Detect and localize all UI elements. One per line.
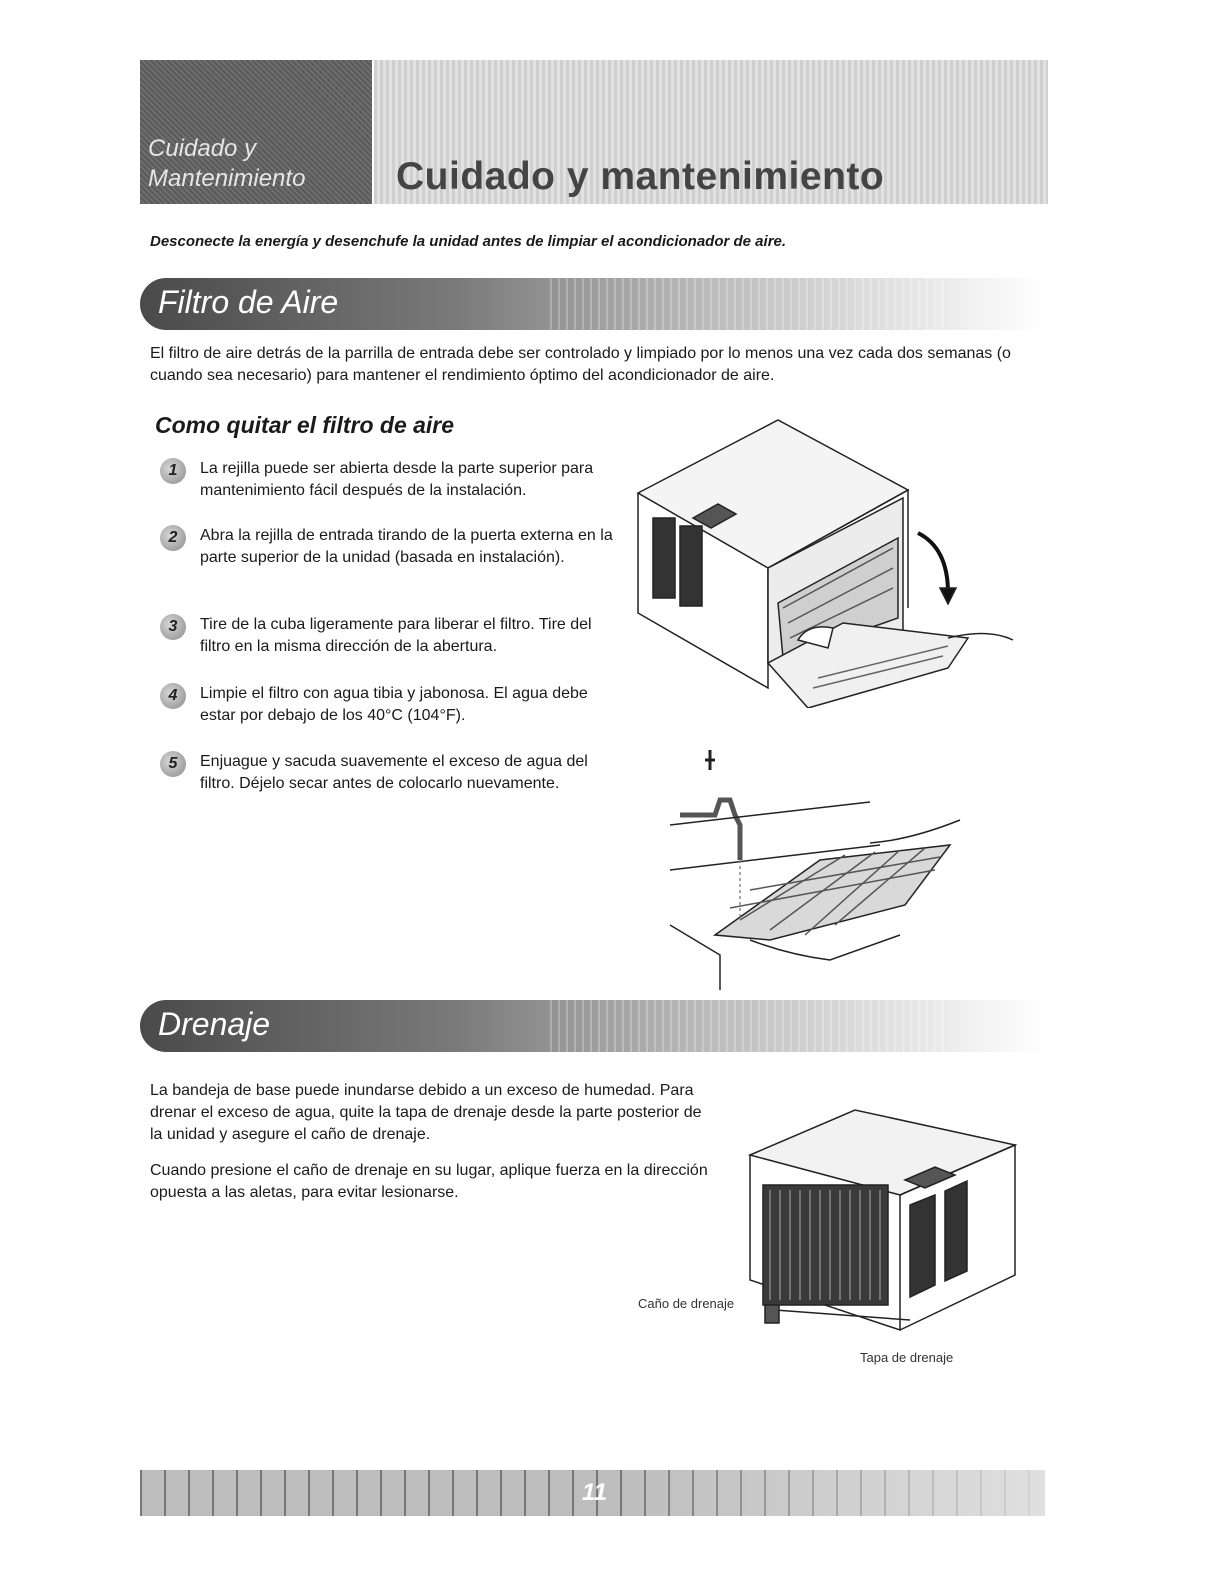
filter-intro: El filtro de aire detrás de la parrilla de entrada debe ser controlado y limpiado por lo menos una vez cada dos semanas (o cuando sea necesario) para mantener el rendimiento óptimo del acondicionador de aire. [150, 345, 1011, 384]
step-number-badge: 5 [160, 751, 186, 777]
drain-paragraph-2: Cuando presione el caño de drenaje en su lugar, aplique fuerza en la dirección opuesta a las aletas, para evitar lesionarse. [150, 1162, 708, 1201]
section-banner-filter [140, 278, 1045, 330]
section-banner-drain [140, 1000, 1045, 1052]
step-text: Limpie el filtro con agua tibia y jabonosa. El agua debe estar por debajo de los 40°C (104°F). [200, 685, 588, 724]
step-number-badge: 2 [160, 525, 186, 551]
section-banner-label: Drenaje [158, 1006, 271, 1042]
filter-subheading: Como quitar el filtro de aire [155, 412, 455, 438]
drain-paragraph-1: La bandeja de base puede inundarse debido a un exceso de humedad. Para drenar el exceso de agua, quite la tapa de drenaje desde la parte posterior de la unidad y asegure el caño de drenaje. [150, 1082, 702, 1143]
ac-grille-open-illustration [618, 408, 1018, 708]
page-number: 11 [582, 1479, 607, 1506]
step-4 [160, 683, 630, 733]
step-number-badge: 4 [160, 683, 186, 709]
callout-drain-spout: Caño de drenaje [638, 1296, 735, 1311]
step-3 [160, 614, 630, 664]
callout-drain-cap: Tapa de drenaje [860, 1350, 954, 1365]
step-text: Abra la rejilla de entrada tirando de la puerta externa en la parte superior de la unidad (basada en instalación). [200, 527, 613, 566]
ac-rear-drain-illustration [735, 1105, 1035, 1345]
step-text: La rejilla puede ser abierta desde la parte superior para mantenimiento fácil después de la instalación. [200, 460, 594, 499]
warning-text: Desconecte la energía y desenchufe la unidad antes de limpiar el acondicionador de aire. [150, 233, 787, 250]
page-footer [140, 1470, 1045, 1516]
step-number-badge: 1 [160, 458, 186, 484]
step-text: Tire de la cuba ligeramente para liberar el filtro. Tire del filtro en la misma dirección de la abertura. [200, 616, 592, 655]
step-number-badge: 3 [160, 614, 186, 640]
step-1 [160, 458, 630, 508]
section-banner-label: Filtro de Aire [158, 284, 339, 320]
page-title: Cuidado y mantenimiento [396, 155, 885, 198]
step-2 [160, 525, 630, 595]
section-label: Cuidado y Mantenimiento [148, 135, 306, 192]
filter-washing-illustration [660, 730, 980, 990]
page-header [374, 60, 1048, 204]
section-tab [140, 60, 372, 204]
step-5 [160, 751, 630, 821]
step-text: Enjuague y sacuda suavemente el exceso de agua del filtro. Déjelo secar antes de colocarlo nuevamente. [200, 753, 588, 792]
